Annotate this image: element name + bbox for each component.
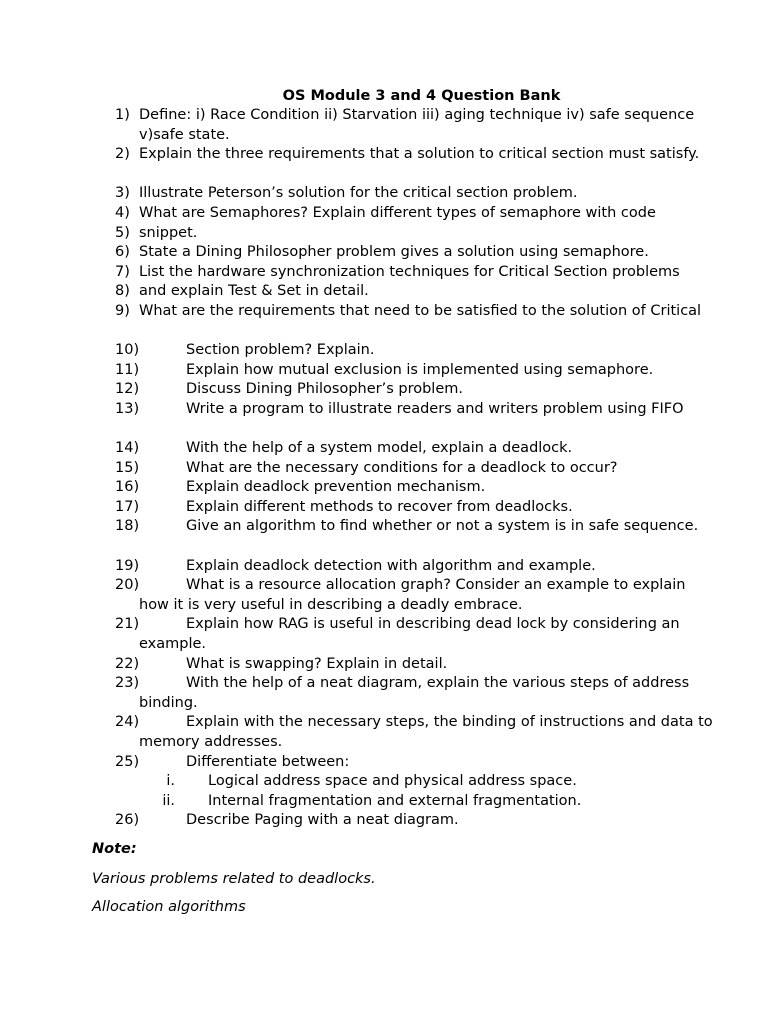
question-text: Write a program to illustrate readers and writers problem using FIFO [186,400,684,417]
question-number: 18) [115,518,140,535]
question-text: Explain the three requirements that a solution to critical section must satisfy. [139,146,700,163]
question-text: Explain deadlock prevention mechanism. [186,479,486,496]
question-number: 12) [115,381,140,398]
question-number: 14) [115,440,140,457]
question-25 [0,753,768,773]
page-title: OS Module 3 and 4 Question Bank [282,88,561,104]
question-9 [0,302,768,341]
question-number: 4) [115,204,130,221]
question-text: Give an algorithm to find whether or not a system is in safe sequence. [186,518,699,535]
question-text: What are the necessary conditions for a deadlock to occur? [186,459,618,476]
question-text: Discuss Dining Philosopher’s problem. [186,381,463,398]
question-text: List the hardware synchronization techniques for Critical Section problems [139,263,680,280]
question-4 [0,204,768,224]
question-number: 5) [115,224,130,241]
question-text: snippet. [139,224,198,241]
question-16 [0,478,768,498]
question-text: State a Dining Philosopher problem gives a solution using semaphore. [139,244,649,261]
question-number: 17) [115,498,140,515]
question-number: 15) [115,459,140,476]
sub-item-i [0,772,768,792]
question-text: Describe Paging with a neat diagram. [186,812,459,829]
question-10 [0,341,768,361]
question-number: 2) [115,146,130,163]
question-number: 6) [115,244,130,261]
question-number: 16) [115,479,140,496]
question-14 [0,439,768,459]
question-8 [0,282,768,302]
question-7 [0,263,768,283]
question-22 [0,655,768,675]
question-2 [0,145,768,184]
question-text: Explain with the necessary steps, the binding of instructions and data to memory addresses. [139,714,713,750]
question-list [0,106,768,831]
question-3 [0,184,768,204]
question-number: 24) [115,714,140,731]
question-1 [0,106,768,145]
question-12 [0,380,768,400]
sub-item-number: ii. [162,792,175,809]
question-text: With the help of a neat diagram, explain the various steps of address binding. [139,675,690,711]
sub-item-number: i. [166,773,175,790]
question-text: With the help of a system model, explain a deadlock. [186,440,573,457]
question-number: 25) [115,753,140,770]
question-number: 20) [115,577,140,594]
question-number: 10) [115,342,140,359]
question-number: 8) [115,283,130,300]
question-text: Explain deadlock detection with algorithm and example. [186,557,596,574]
question-number: 3) [115,185,130,202]
question-19 [0,557,768,577]
question-17 [0,498,768,518]
question-text: and explain Test & Set in detail. [139,283,369,300]
sub-item-ii [0,792,768,812]
question-text: Differentiate between: [186,753,350,770]
question-24 [0,713,768,752]
question-text: Section problem? Explain. [186,342,375,359]
sub-item-text: Logical address space and physical address space. [208,773,577,790]
question-text: What is a resource allocation graph? Consider an example to explain how it is very useful in describing a deadly embrace. [139,577,686,613]
note-heading: Note: [92,841,137,857]
question-5 [0,224,768,244]
question-text: What are the requirements that need to be satisfied to the solution of Critical [139,302,702,319]
question-20 [0,576,768,615]
question-number: 26) [115,812,140,829]
question-text: Define: i) Race Condition ii) Starvation iii) aging technique iv) safe sequence v)safe state. [139,107,695,143]
question-6 [0,243,768,263]
question-26 [0,811,768,831]
question-number: 19) [115,557,140,574]
question-21 [0,615,768,654]
question-number: 13) [115,400,140,417]
question-text: What is swapping? Explain in detail. [186,655,448,672]
question-13 [0,400,768,439]
note-line: Various problems related to deadlocks. [92,871,376,887]
question-number: 1) [115,107,130,123]
question-number: 22) [115,655,140,672]
question-text: Explain how mutual exclusion is implemented using semaphore. [186,361,654,378]
question-number: 23) [115,675,140,692]
question-text: Explain how RAG is useful in describing dead lock by considering an example. [139,616,680,653]
question-text: Illustrate Peterson’s solution for the critical section problem. [139,185,578,202]
question-18 [0,517,768,556]
question-23 [0,674,768,713]
question-number: 11) [115,361,140,378]
note-line: Allocation algorithms [92,899,246,915]
question-text: What are Semaphores? Explain different types of semaphore with code [139,204,656,221]
question-text: Explain different methods to recover from deadlocks. [186,498,573,515]
question-number: 21) [115,616,140,633]
question-15 [0,459,768,479]
sub-item-text: Internal fragmentation and external fragmentation. [208,792,582,809]
question-11 [0,361,768,381]
question-number: 9) [115,302,130,319]
question-number: 7) [115,263,130,280]
